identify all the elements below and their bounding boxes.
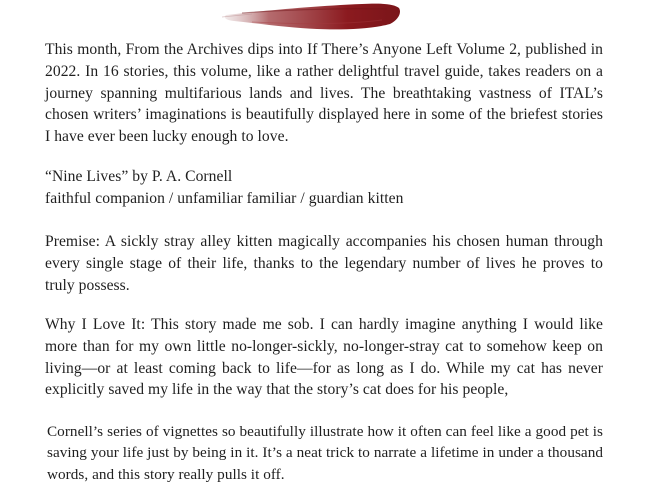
story-heading bbox=[45, 166, 603, 210]
brush-stroke-icon bbox=[222, 0, 404, 36]
intro-paragraph: This month, From the Archives dips into If There’s Anyone Left Volume 2, published in 2022. In 16 stories, this volume, like a rather delightful travel guide, takes readers on a journey spanning multifarious lands and lives. The breathtaking vastness of ITAL’s chosen writers’ imaginations is beautifully displayed here in some of the briefest stories I have ever been lucky enough to love. bbox=[45, 41, 603, 146]
continuation-paragraph: Cornell’s series of vignettes so beautifully illustrate how it often can feel like a good pet is saving your life just by being in it. It’s a neat trick to narrate a lifetime in under a thousand words, and this story really pulls it off. bbox=[47, 423, 603, 483]
story-tags: faithful companion / unfamiliar familiar / guardian kitten bbox=[45, 189, 404, 207]
premise-paragraph: Premise: A sickly stray alley kitten magically accompanies his chosen human through every single stage of their life, thanks to the legendary number of lives he proves to truly possess. bbox=[45, 233, 603, 294]
story-title-line: “Nine Lives” by P. A. Cornell bbox=[45, 168, 233, 185]
why-i-love-it-paragraph: Why I Love It: This story made me sob. I can hardly imagine anything I would like more than for my own little no-longer-sickly, no-longer-stray cat to somehow keep on living—or at least coming back to life—for as long as I do. While my cat has never explicitly saved my life in the way that the story’s cat does for his people, bbox=[45, 316, 603, 399]
